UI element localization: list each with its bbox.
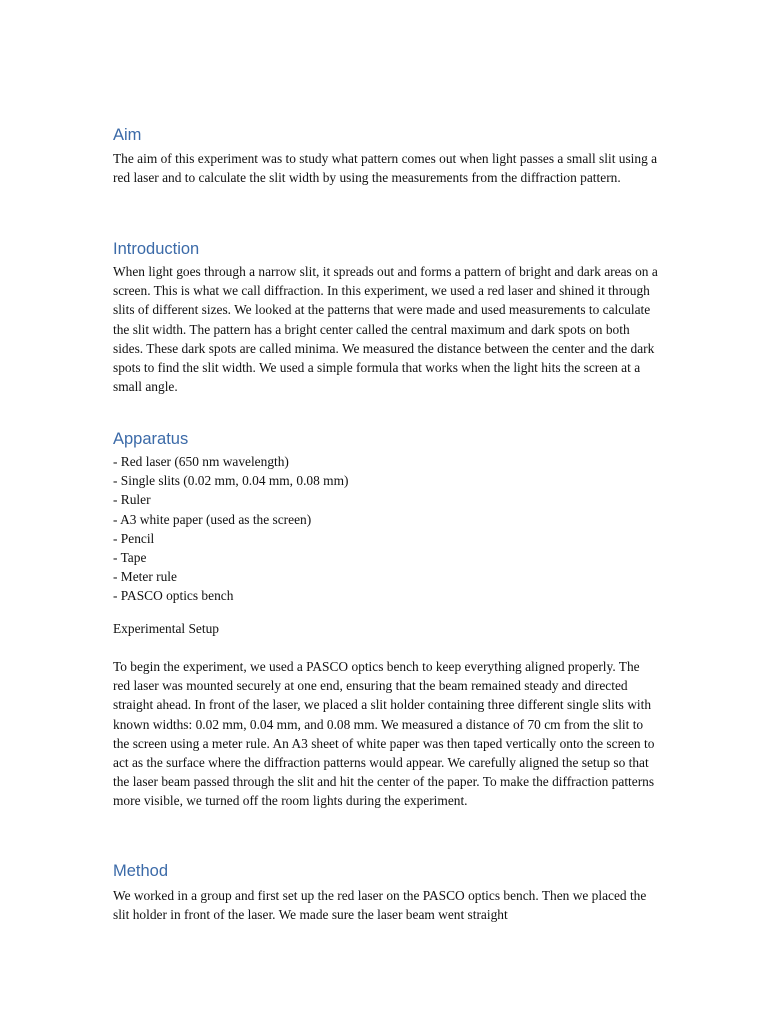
experimental-setup-paragraph: To begin the experiment, we used a PASCO optics bench to keep everything aligned properly. The red laser was mounted securely at one end, ensuring that the beam remained steady and directed straight ahead. In front of the laser, we placed a slit holder containing three different single slits with known widths: 0.02 mm, 0.04 mm, and 0.08 mm. We measured a distance of 70 cm from the slit to the screen using a meter rule. An A3 sheet of white paper was then taped vertically onto the screen to act as the surface where the diffraction patterns would appear. We carefully aligned the setup so that the laser beam passed through the slit and hit the center of the paper. To make the diffraction patterns more visible, we turned off the room lights during the experiment. [113,659,655,809]
apparatus-list [113,452,348,606]
apparatus-item: - Single slits (0.02 mm, 0.04 mm, 0.08 mm) [113,473,349,489]
introduction-paragraph: When light goes through a narrow slit, it spreads out and forms a pattern of bright and dark areas on a screen. This is what we call diffraction. In this experiment, we used a red laser and shined it through slits of different sizes. We looked at the patterns that were made and used measurements to calculate the slit width. The pattern has a bright center called the central maximum and dark spots on both sides. These dark spots are called minima. We measured the distance between the center and the dark spots to find the slit width. We used a simple formula that works when the light hits the screen at a small angle. [113,264,658,395]
method-heading: Method [113,862,169,880]
apparatus-item: - A3 white paper (used as the screen) [113,511,312,527]
apparatus-item: - Ruler [113,492,151,508]
apparatus-item: - Pencil [113,530,155,546]
apparatus-item: - Tape [113,550,147,566]
apparatus-heading: Apparatus [113,430,189,448]
aim-heading: Aim [113,126,142,144]
aim-paragraph: The aim of this experiment was to study what pattern comes out when light passes a small slit using a red laser and to calculate the slit width by using the measurements from the diffraction pattern. [113,151,658,186]
apparatus-item: - PASCO optics bench [113,588,234,604]
method-paragraph: We worked in a group and first set up the red laser on the PASCO optics bench. Then we placed the slit holder in front of the laser. We made sure the laser beam went straight [113,888,647,923]
apparatus-item: - Red laser (650 nm wavelength) [113,454,289,469]
apparatus-item: - Meter rule [113,569,177,585]
introduction-heading: Introduction [113,240,200,258]
experimental-setup-subheading: Experimental Setup [113,621,219,636]
